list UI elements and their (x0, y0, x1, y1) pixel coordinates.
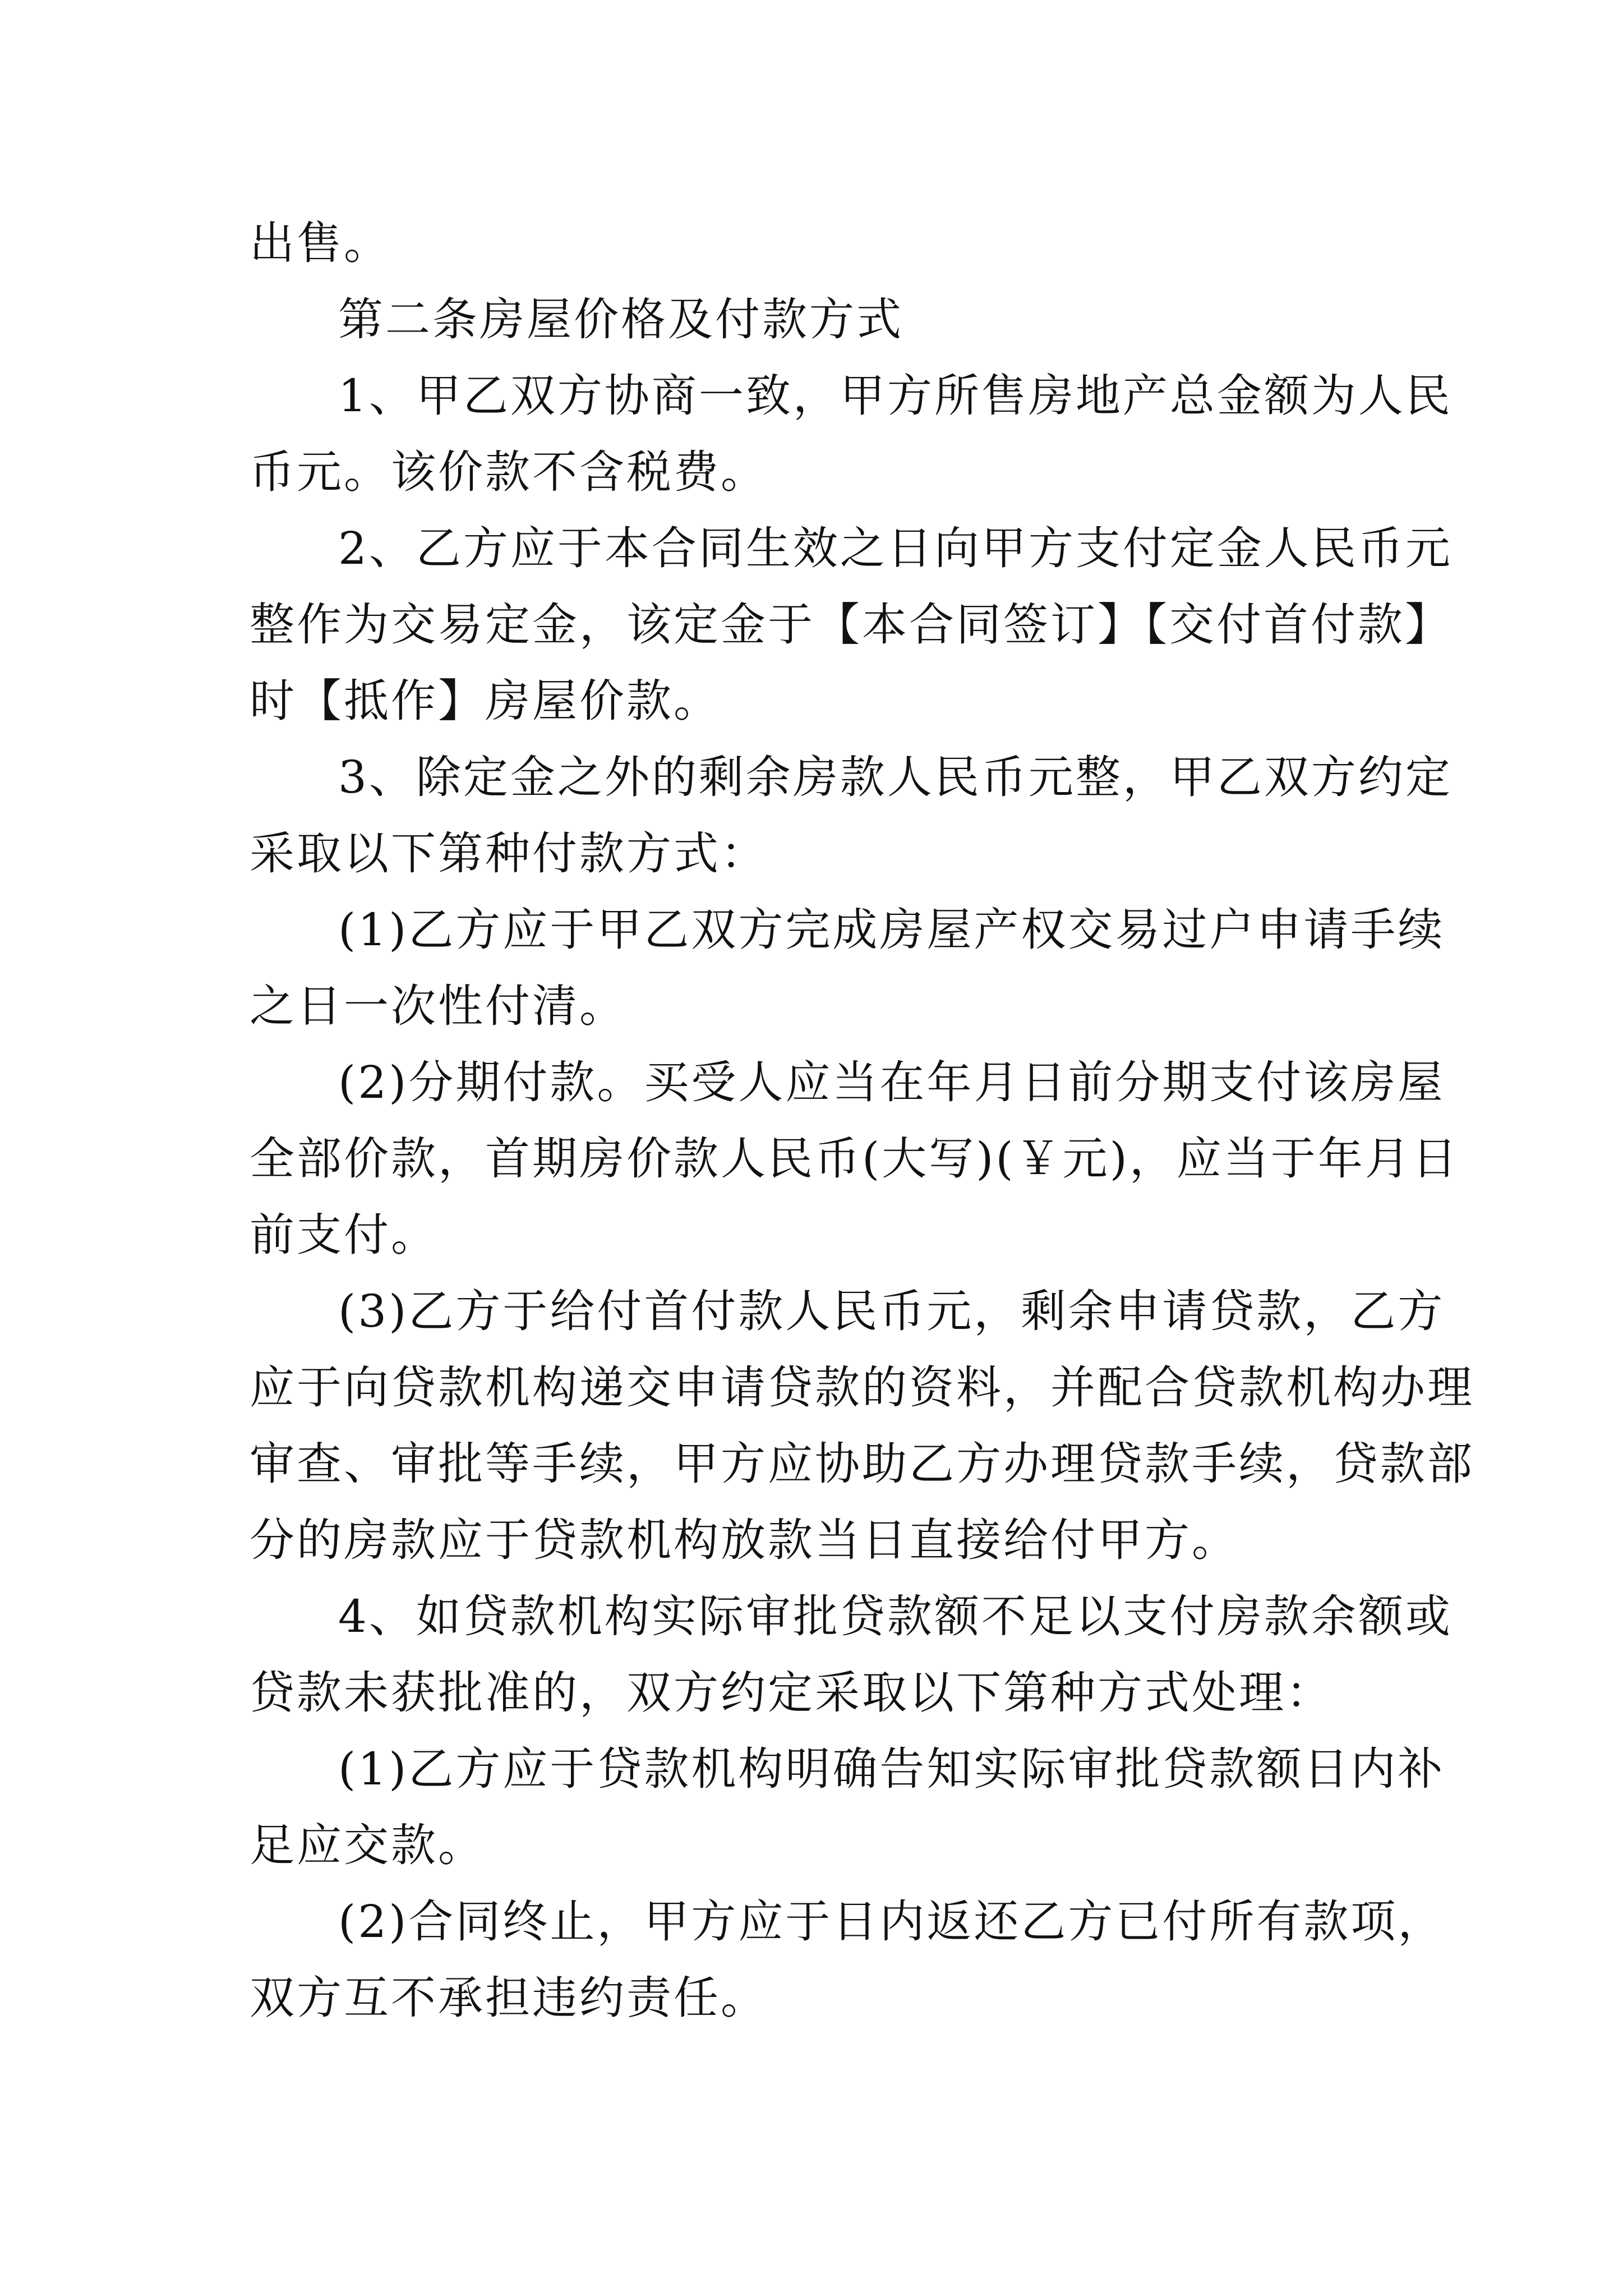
text-line: 2、乙方应于本合同生效之日向甲方支付定金人民币元 (338, 522, 1453, 574)
text-line: 足应交款。 (250, 1819, 485, 1871)
text-line: 分的房款应于贷款机构放款当日直接给付甲方。 (250, 1514, 1239, 1566)
text-line: 全部价款，首期房价款人民币(大写)(￥元)，应当于年月日 (250, 1133, 1459, 1185)
text-line: 贷款未获批准的，双方约定采取以下第种方式处理： (250, 1667, 1333, 1719)
text-line: 3、除定金之外的剩余房款人民币元整，甲乙双方约定 (338, 751, 1453, 803)
text-line: 币元。该价款不含税费。 (250, 446, 768, 498)
text-line: 4、如贷款机构实际审批贷款额不足以支付房款余额或 (338, 1590, 1453, 1642)
text-line: (1)乙方应于甲乙双方完成房屋产权交易过户申请手续 (338, 904, 1445, 956)
text-line: 双方互不承担违约责任。 (250, 1972, 768, 2024)
text-line: (2)合同终止，甲方应于日内返还乙方已付所有款项， (338, 1895, 1445, 1948)
text-line: 之日一次性付清。 (250, 980, 626, 1032)
text-line: (2)分期付款。买受人应当在年月日前分期支付该房屋 (338, 1056, 1445, 1108)
text-line: 时【抵作】房屋价款。 (250, 675, 721, 727)
text-line: 采取以下第种付款方式： (250, 827, 768, 880)
text-line: 1、甲乙双方协商一致，甲方所售房地产总金额为人民 (338, 370, 1453, 422)
text-line: 应于向贷款机构递交申请贷款的资料，并配合贷款机构办理 (250, 1361, 1474, 1414)
section-heading: 第二条房屋价格及付款方式 (338, 293, 903, 346)
text-line: (3)乙方于给付首付款人民币元，剩余申请贷款，乙方 (338, 1285, 1445, 1337)
text-line: (1)乙方应于贷款机构明确告知实际审批贷款额日内补 (338, 1743, 1445, 1795)
text-line: 出售。 (250, 217, 391, 269)
text-line: 审查、审批等手续，甲方应协助乙方办理贷款手续，贷款部 (250, 1438, 1474, 1490)
text-line: 整作为交易定金，该定金于【本合同签订】【交付首付款】 (250, 599, 1452, 651)
text-line: 前支付。 (250, 1209, 438, 1261)
